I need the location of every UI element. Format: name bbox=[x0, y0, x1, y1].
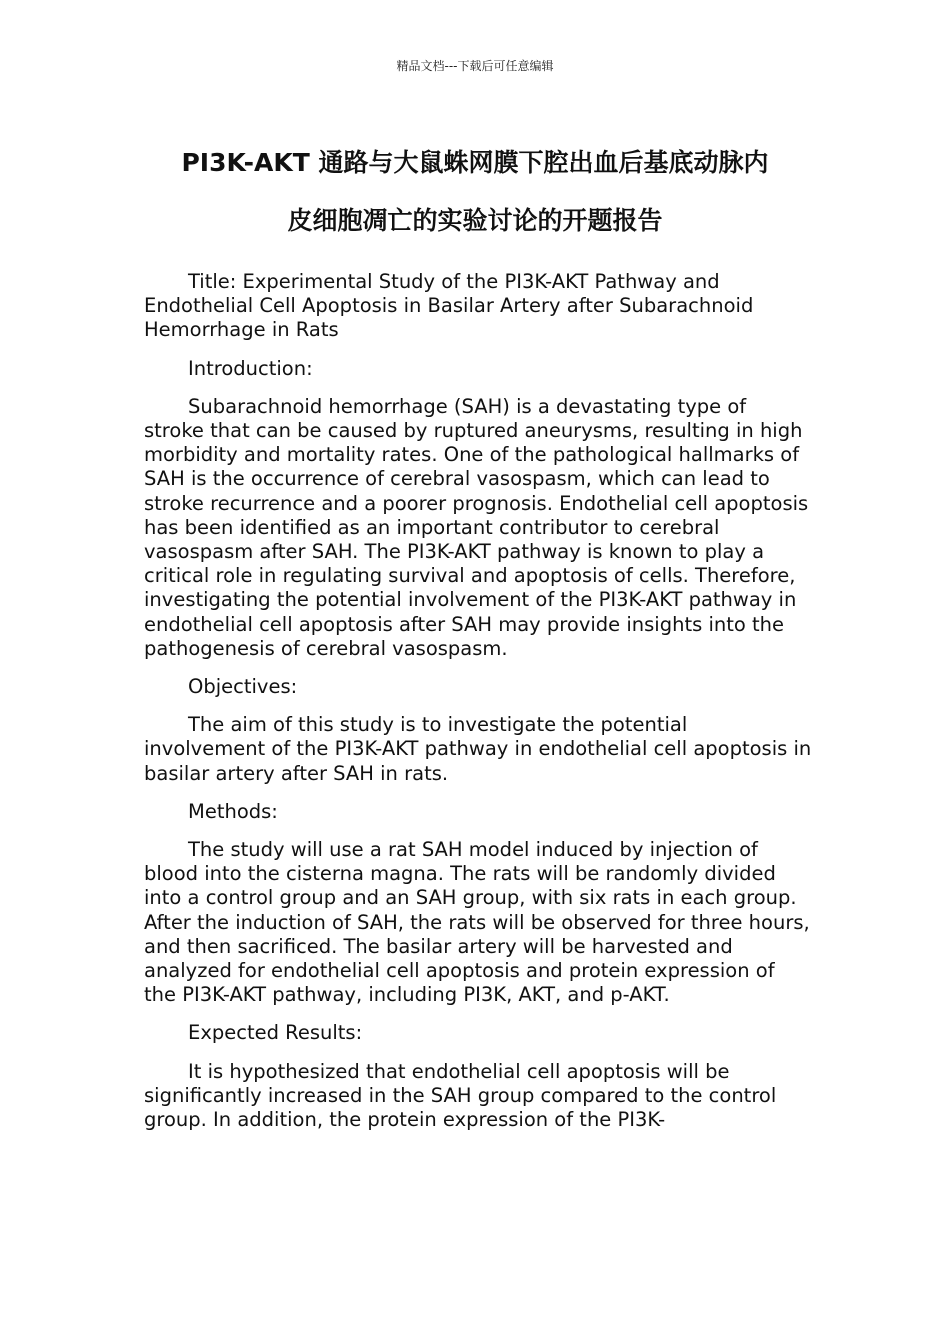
objectives-paragraph: The aim of this study is to investigate the potential involvement of the PI3K-AKT pathway in endothelial cell apoptosis in basilar artery after SAH in rats. bbox=[144, 713, 812, 785]
introduction-paragraph: Subarachnoid hemorrhage (SAH) is a devastating type of stroke that can be caused by ruptured aneurysms, resulting in high morbidity and mortality rates. One of the pathological hallmarks of SAH is the occurrence of cerebral vasospasm, which can lead to stroke recurrence and a poorer prognosis. Endothelial cell apoptosis has been identified as an important contributor to cerebral vasospasm after SAH. The PI3K-AKT pathway is known to play a critical role in regulating survival and apoptosis of cells. Therefore, investigating the potential involvement of the PI3K-AKT pathway in endothelial cell apoptosis after SAH may provide insights into the pathogenesis of cerebral vasospasm. bbox=[144, 394, 809, 660]
document-title bbox=[0, 134, 950, 250]
document-title-line-2: 皮细胞凋亡的实验讨论的开题报告 bbox=[287, 206, 663, 235]
expected-results-heading: Expected Results: bbox=[188, 1021, 363, 1045]
objectives-heading: Objectives: bbox=[188, 675, 298, 699]
document-body bbox=[144, 270, 812, 1146]
title-paragraph: Title: Experimental Study of the PI3K-AKT Pathway and Endothelial Cell Apoptosis in Basilar Artery after Subarachnoid Hemorrhage in Rats bbox=[144, 270, 754, 342]
methods-paragraph: The study will use a rat SAH model induced by injection of blood into the cisterna magna. The rats will be randomly divided into a control group and an SAH group, with six rats in each group. After the induction of SAH, the rats will be observed for three hours, and then sacrificed. The basilar artery will be harvested and analyzed for endothelial cell apoptosis and protein expression of the PI3K-AKT pathway, including PI3K, AKT, and p-AKT. bbox=[144, 838, 810, 1007]
expected-results-paragraph: It is hypothesized that endothelial cell apoptosis will be significantly increased in the SAH group compared to the control group. In addition, the protein expression of the PI3K- bbox=[144, 1059, 777, 1132]
methods-heading: Methods: bbox=[188, 799, 278, 823]
document-title-line-1: PI3K-AKT 通路与大鼠蛛网膜下腔出血后基底动脉内 bbox=[181, 148, 769, 177]
header-note: 精品文档---下载后可任意编辑 bbox=[396, 59, 554, 73]
introduction-heading: Introduction: bbox=[188, 356, 313, 380]
